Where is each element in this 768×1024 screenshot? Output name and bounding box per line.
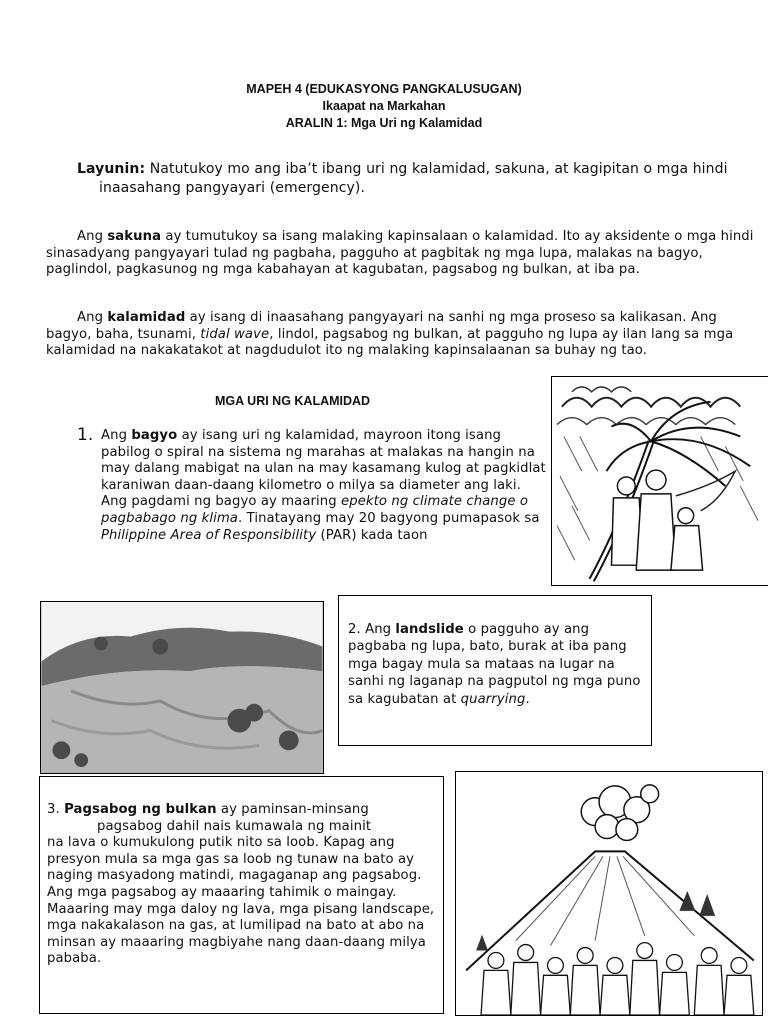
landslide-drawing xyxy=(41,602,323,773)
item-1-number: 1. xyxy=(77,425,94,445)
term-sakuna: sakuna xyxy=(107,229,162,244)
typhoon-illustration xyxy=(551,376,768,586)
typhoon-drawing xyxy=(552,377,768,585)
paragraph-kalamidad: Ang kalamidad ay isang di inaasahang pangyayari na sanhi ng mga proseso sa kalikasan. Ang bagyo, baha, tsunami, tidal wave, lindol, pagsabog ng bulkan, at pagguho ng lupa ay ilan lang sa mga kalamidad na nakakatakot at nagdudulot ito ng malaking kapinsalaanan sa buhay ng tao. xyxy=(46,310,734,359)
volcano-box xyxy=(39,776,444,1014)
term-kalamidad: kalamidad xyxy=(107,310,186,325)
objective-label: Layunin: xyxy=(77,161,146,177)
item-volcano-text: 3. Pagsabog ng bulkan ay paminsan-minsang pagsabog dahil nais kumawala ng mainit na lava o kumukulong putik nito sa loob. Kapag ang presyon mula sa mga gas sa loob ng tunaw na bato ay naging masyadong matindi, magaganap ang pagsabog. Ang mga pagsabog ay maaaring tahimik o maingay. Maaaring may mga daloy ng lava, mga pisang landscape, mga nakakalason na gas, at lumilipad na bato at abo na minsan ay maaaring magbiyahe nang daan-daang milya pababa. xyxy=(47,802,435,967)
landslide-box xyxy=(338,595,652,746)
volcano-drawing xyxy=(456,772,762,1015)
term-bagyo: bagyo xyxy=(131,428,178,443)
term-pagsabog-ng-bulkan: Pagsabog ng bulkan xyxy=(64,802,217,817)
paragraph-sakuna: Ang sakuna ay tumutukoy sa isang malaking kapinsalaan o kalamidad. Ito ay aksidente o mga hindi sinasadyang pangyayari tulad ng pagbaha, pagguho at pagbitak ng mga lupa, malakas na bagyo, paglindol, pagkasunog ng mga kabahayan at kagubatan, pagsabog ng bulkan, at iba pa. xyxy=(46,229,754,278)
section-title: MGA URI NG KALAMIDAD xyxy=(215,394,371,408)
doc-quarter: Ikaapat na Markahan xyxy=(322,99,446,113)
objective-text-cont: inaasahang pangyayari (emergency). xyxy=(99,180,366,196)
item-bagyo-text: Ang bagyo ay isang uri ng kalamidad, mayroon itong isang pabilog o spiral na sistema ng marahas at malakas na hangin na may dalang mabigat na ulan na may kasamang kulog at pagkidlat karaniwan daan-daang kilometro o milya sa diameter ang laki. Ang pagdami ng bagyo ay maaring epekto ng climate change o pagbabago ng klima. Tinatayang may 20 bagyong pumapasok sa Philippine Area of Responsibility (PAR) kada taon xyxy=(101,428,546,543)
landslide-photo xyxy=(40,601,324,774)
doc-title: MAPEH 4 (EDUKASYONG PANGKALUSUGAN) xyxy=(246,82,522,96)
objective-text: Natutukoy mo ang iba’t ibang uri ng kalamidad, sakuna, at kagipitan o mga hindi xyxy=(149,161,728,177)
objective xyxy=(77,160,767,198)
term-landslide: landslide xyxy=(395,622,464,637)
item-landslide-text: 2. Ang landslide o pagguho ay ang pagbaba ng lupa, bato, burak at iba pang mga bagay mula sa mataas na lugar na sanhi ng laganap na pagputol ng mga puno sa kagubatan at quarrying. xyxy=(348,622,641,707)
doc-lesson: ARALIN 1: Mga Uri ng Kalamidad xyxy=(285,116,483,130)
volcano-illustration xyxy=(455,771,763,1016)
